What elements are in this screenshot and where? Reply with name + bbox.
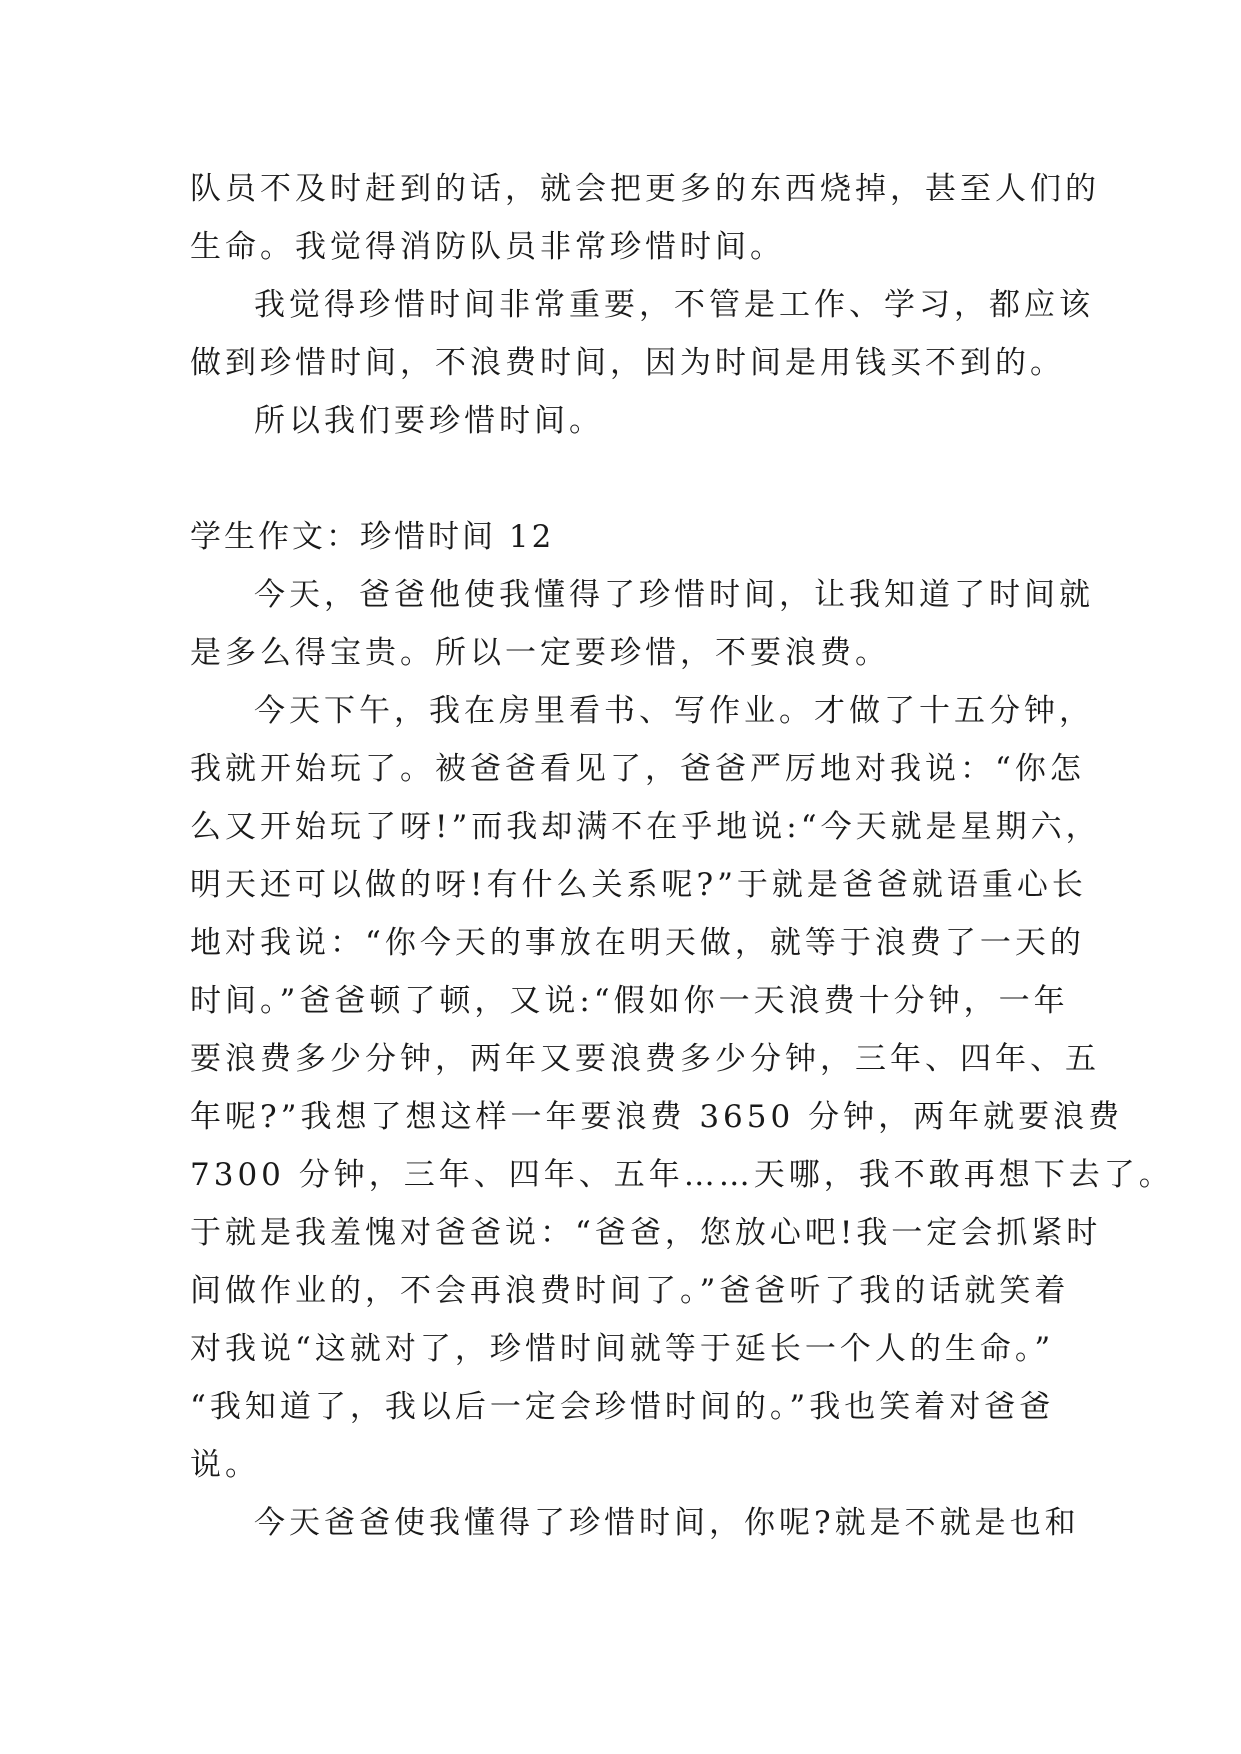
paragraph-line: 7300 分钟，三年、四年、五年……天哪，我不敢再想下去了。 (190, 1157, 1174, 1193)
paragraph-line: 么又开始玩了呀!”而我却满不在乎地说:“今天就是星期六， (190, 809, 1101, 845)
paragraph-line: 我就开始玩了。被爸爸看见了，爸爸严厉地对我说：“你怎 (190, 751, 1085, 787)
paragraph-line: 队员不及时赶到的话，就会把更多的东西烧掉，甚至人们的 (190, 171, 1100, 207)
paragraph-line: 是多么得宝贵。所以一定要珍惜，不要浪费。 (190, 635, 890, 671)
paragraph-line: 生命。我觉得消防队员非常珍惜时间。 (190, 229, 785, 265)
paragraph-line: 对我说“这就对了，珍惜时间就等于延长一个人的生命。” (190, 1331, 1055, 1367)
paragraph-line: 时间。”爸爸顿了顿，又说:“假如你一天浪费十分钟，一年 (190, 983, 1069, 1019)
document-body (190, 160, 1174, 1552)
paragraph-line: 说。 (190, 1447, 260, 1483)
paragraph-line: 今天爸爸使我懂得了珍惜时间，你呢?就是不就是也和 (254, 1505, 1080, 1541)
paragraph-line: 我觉得珍惜时间非常重要，不管是工作、学习，都应该 (254, 287, 1094, 323)
paragraph-line: 于就是我羞愧对爸爸说：“爸爸，您放心吧!我一定会抓紧时 (190, 1215, 1102, 1251)
paragraph-line: 年呢?”我想了想这样一年要浪费 3650 分钟，两年就要浪费 (190, 1099, 1124, 1135)
paragraph-line: “我知道了，我以后一定会珍惜时间的。”我也笑着对爸爸 (190, 1389, 1055, 1425)
paragraph-line: 今天，爸爸他使我懂得了珍惜时间，让我知道了时间就 (254, 577, 1094, 613)
paragraph-line: 明天还可以做的呀!有什么关系呢?”于就是爸爸就语重心长 (190, 867, 1087, 903)
paragraph-line: 做到珍惜时间，不浪费时间，因为时间是用钱买不到的。 (190, 345, 1065, 381)
paragraph-line: 地对我说：“你今天的事放在明天做，就等于浪费了一天的 (190, 925, 1085, 961)
essay-heading: 学生作文：珍惜时间 12 (190, 519, 555, 555)
section-spacer (190, 450, 1070, 508)
paragraph-line: 要浪费多少分钟，两年又要浪费多少分钟，三年、四年、五 (190, 1041, 1100, 1077)
paragraph-line: 所以我们要珍惜时间。 (254, 403, 604, 439)
paragraph-line: 今天下午，我在房里看书、写作业。才做了十五分钟， (254, 693, 1094, 729)
paragraph-line: 间做作业的，不会再浪费时间了。”爸爸听了我的话就笑着 (190, 1273, 1070, 1309)
